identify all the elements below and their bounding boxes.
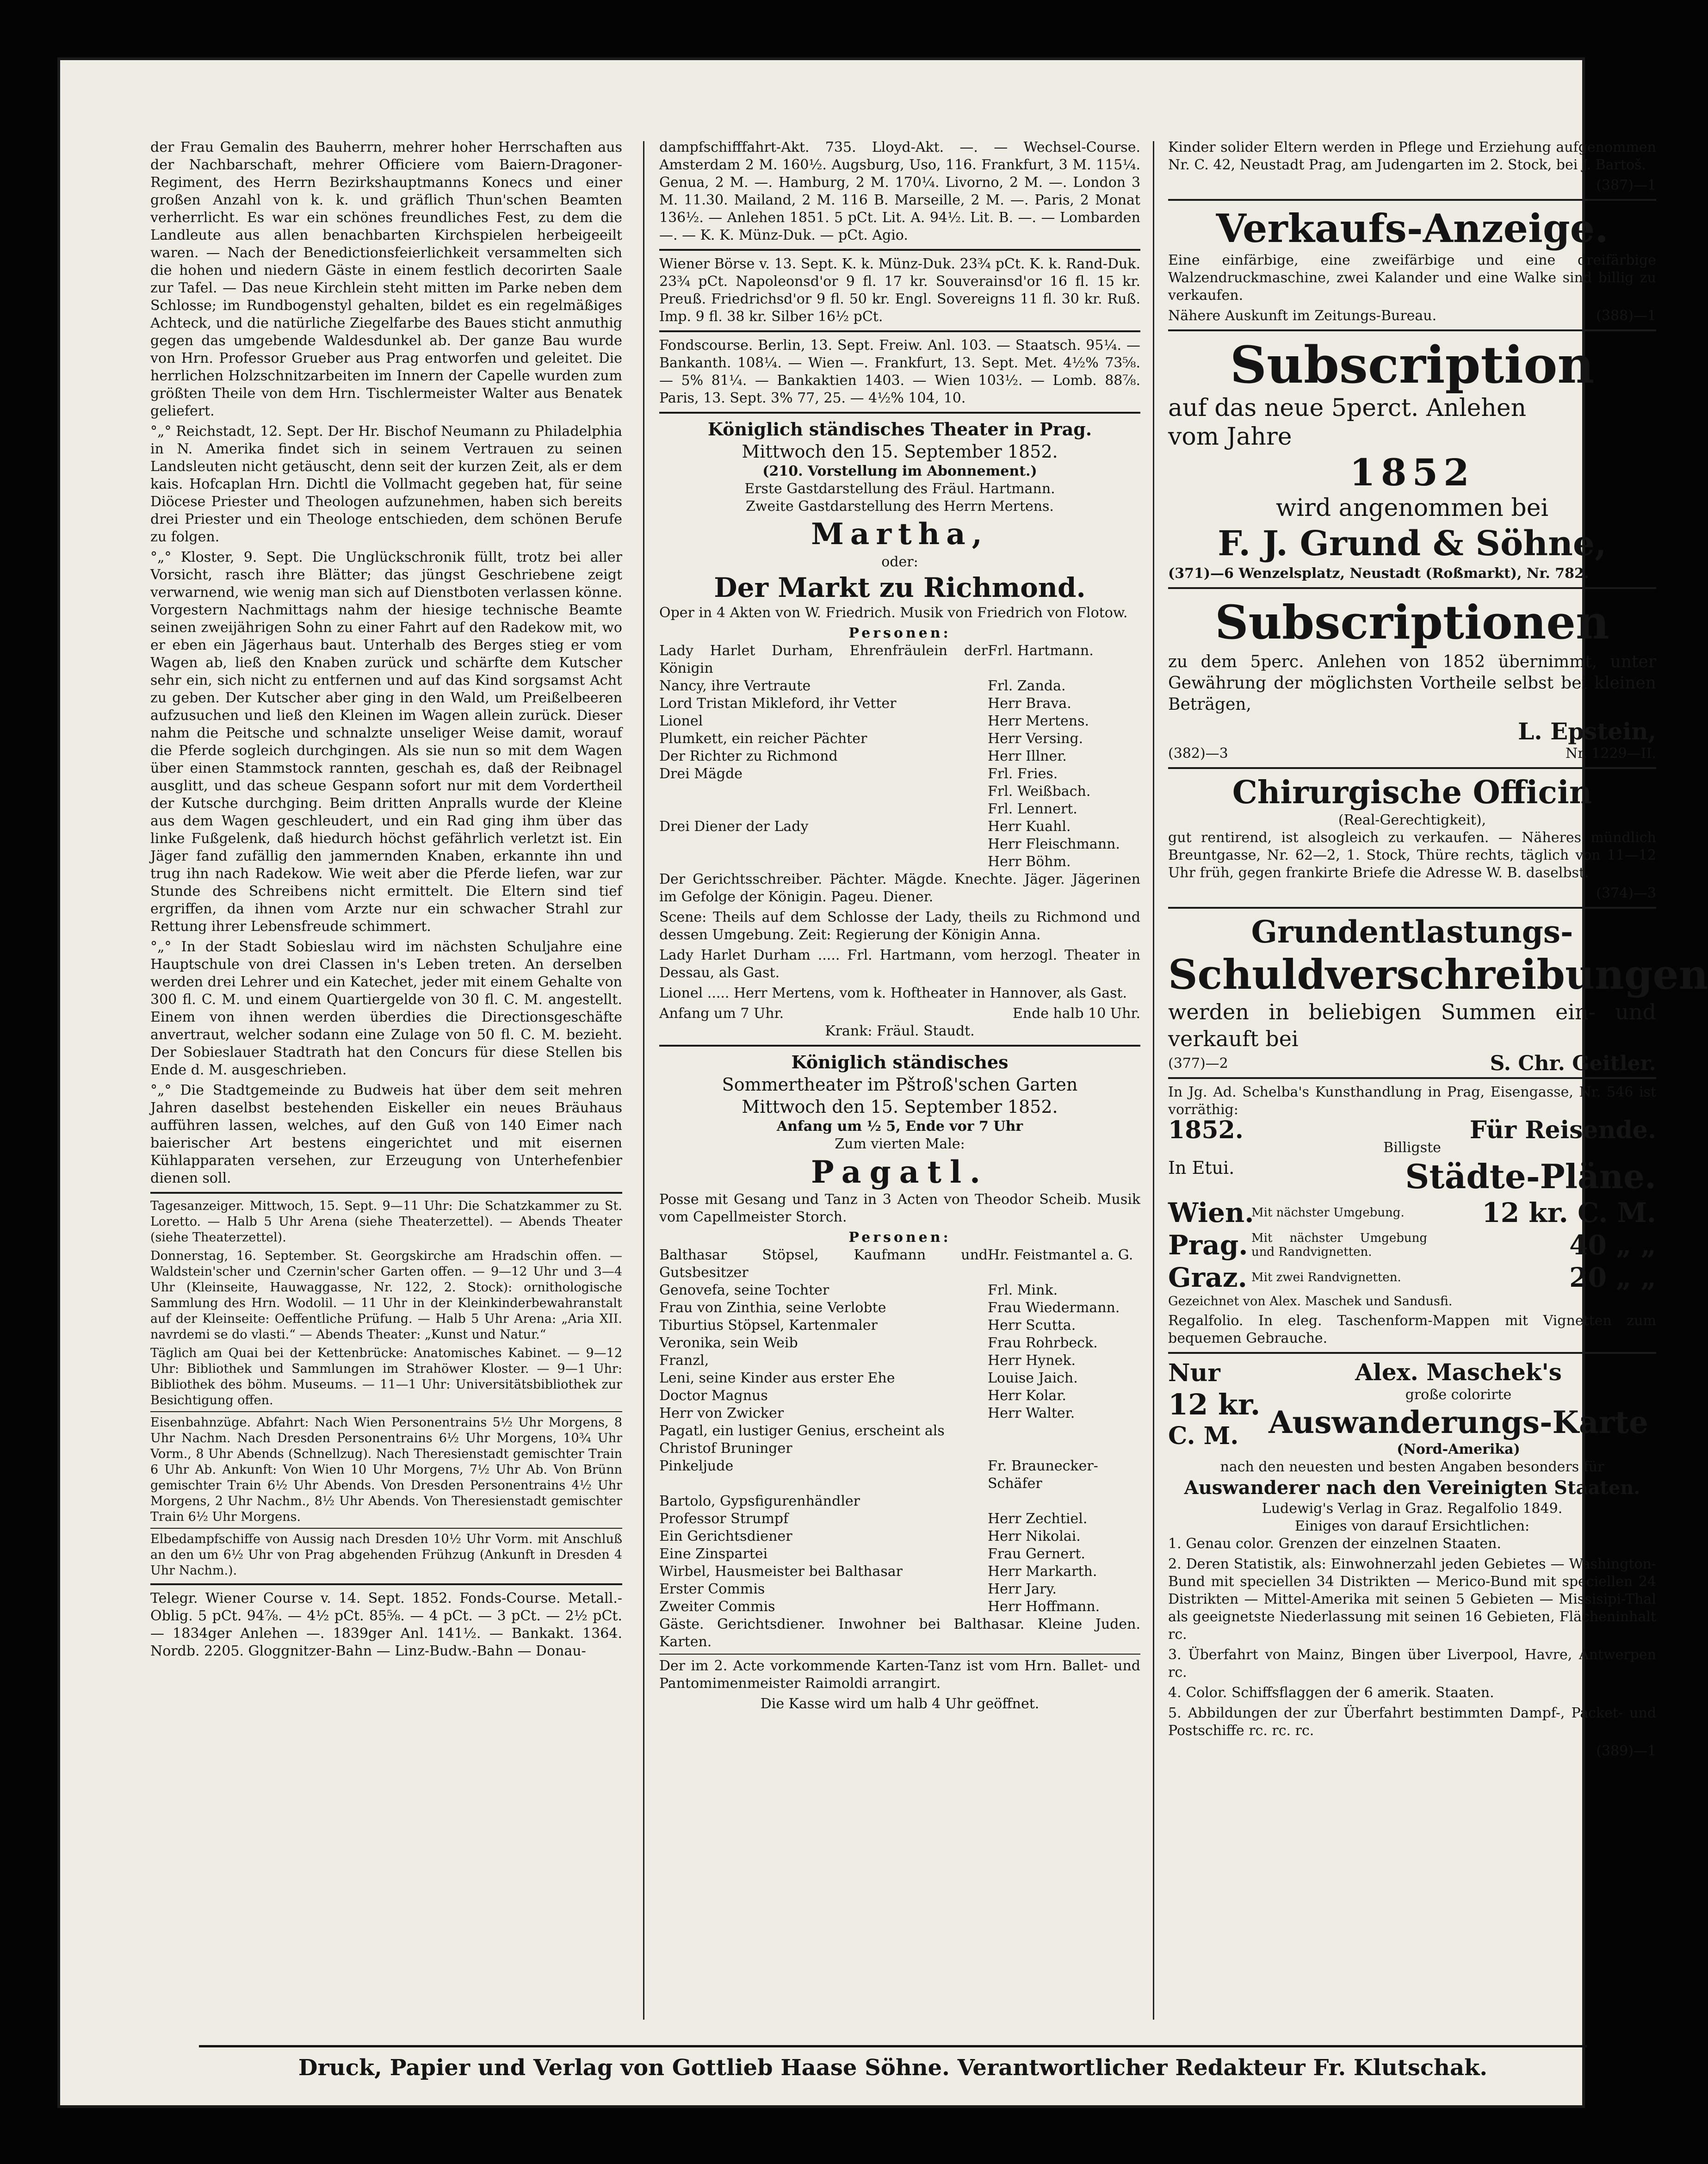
role-name (659, 836, 988, 853)
actor-name (988, 1440, 1140, 1457)
maschek-label: Alex. Maschek's (1355, 1358, 1562, 1386)
krank-line: Krank: Fräul. Staudt. (825, 1023, 975, 1039)
actor-name: Herr Brava. (988, 695, 1071, 712)
actor-name (988, 1422, 1140, 1440)
posse-credits: Posse mit Gesang und Tanz in 3 Acten von Theodor Scheib. Musik vom Capellmeister Storch. (659, 1191, 1140, 1225)
cm-label: C. M. (1168, 1422, 1239, 1450)
plan-row (1168, 1229, 1656, 1261)
actor-name: Frl. Hartmann. (988, 643, 1094, 659)
colorirte-label: große colorirte (1405, 1387, 1512, 1403)
reisende-label: Für Reisende. (1469, 1116, 1656, 1144)
role-name: Erster Commis (659, 1581, 765, 1597)
grund-text: werden in beliebigen Summen ein- und verkauft bei (1168, 999, 1656, 1051)
actor-name: Herr Mertens. (988, 713, 1089, 729)
actor-name: Frau Rohrbeck. (988, 1335, 1098, 1351)
role-name: Herr von Zwicker (659, 1405, 784, 1421)
ad-number: (377)—2 (1168, 1055, 1228, 1072)
cast-row (659, 1440, 1140, 1457)
actor-name (988, 1493, 1140, 1510)
cast-row (659, 1405, 1140, 1422)
gast-detail: Lionel ..... Herr Mertens, vom k. Hoftheater in Hannover, als Gast. (659, 985, 1127, 1001)
plan-description: Mit zwei Randvignetten. (1251, 1271, 1401, 1284)
role-name: Doctor Magnus (659, 1388, 768, 1404)
cast-list-2 (659, 1246, 1140, 1616)
article-paragraph: der Frau Gemalin des Bauherrn, mehrer hoher Herrschaften aus der Nachbarschaft, mehrer Officiere vom Baiern-Dragoner-Regiment, des Herrn Bezirkshauptmanns Konecs und einer großen Anzahl von k. k. und gräflich Thun'schen Beamten verherrlicht. Es war ein schönes freundliches Fest, zu dem die Landleute aus allen benachbarten Kirchspielen herbeigeeilt waren. — Nach der Benedictionsfeierlichkeit versammelten sich die hohen und niedern Gäste in einem festlich decorirten Saale zur Tafel. — Das neue Kirchlein steht mitten im Parke neben dem Schlosse; im Rundbogenstyl gehalten, bildet es ein regelmäßiges Achteck, und die natürliche Ziegelfarbe des Baues sticht anmuthig gegen das umgebende Waldesdunkel ab. Der ganze Bau wurde von Hrn. Professor Grueber aus Prag entworfen und geleitet. Die herrlichen Holzschnitzarbeiten im Innern der Capelle wurden zum größten Theile von dem Hrn. Tischlermeister Walter aus Benatek geliefert. (150, 139, 622, 419)
divider (1168, 587, 1656, 589)
role-name (659, 783, 988, 800)
telegr-course: Telegr. Wiener Course v. 14. Sept. 1852. Fonds-Course. Metall.-Oblig. 5 pCt. 94⅞. — 4½ pCt. 85⅝. — 4 pCt. — 3 pCt. — 2½ pCt. — 1834ger Anlehen —. 1839ger Anl. 141½. — Bankakt. 1364. Nordb. 2205. Gloggnitzer-Bahn — Linz-Budw.-Bahn — Donau- (150, 1590, 622, 1659)
cast-row (659, 1334, 1140, 1352)
cast-row (659, 818, 1140, 836)
auswander-list (1168, 1535, 1656, 1740)
actor-name: Herr Fleischmann. (988, 836, 1120, 852)
cast-row (659, 1317, 1140, 1334)
plan-price: 40 „ „ (1569, 1229, 1656, 1261)
list-item: 4. Color. Schiffsflaggen der 6 amerik. Staaten. (1168, 1685, 1494, 1701)
pagatl-title: Pagatl. (811, 1154, 989, 1190)
actor-name: Herr Zechtiel. (988, 1511, 1088, 1527)
role-name: Professor Strumpf (659, 1511, 789, 1527)
chirurgische-sub: (Real-Gerechtigkeit), (1338, 812, 1486, 828)
divider (1168, 329, 1656, 331)
verkauf-note: Nähere Auskunft im Zeitungs-Bureau. (1168, 308, 1437, 324)
einiges-line: Einiges von darauf Ersichtlichen: (1294, 1518, 1530, 1534)
role-name: Pagatl, ein lustiger Genius, erscheint als (659, 1423, 945, 1439)
subscription-line: wird angenommen bei (1275, 494, 1549, 522)
actor-name: Herr Hynek. (988, 1352, 1076, 1369)
plan-city: Prag. (1168, 1229, 1248, 1261)
role-name: Christof Bruninger (659, 1440, 792, 1457)
personen-heading: Personen: (848, 625, 951, 641)
staedte-plaene: Städte-Pläne. (1405, 1157, 1656, 1196)
role-name: Balthasar Stöpsel, Kaufmann und Gutsbesitzer (659, 1247, 988, 1281)
divider (1168, 767, 1656, 769)
actor-name: Herr Scutta. (988, 1317, 1076, 1333)
cast-row (659, 1352, 1140, 1370)
article-reichstadt: °„° Reichstadt, 12. Sept. Der Hr. Bischof Neumann zu Philadelphia in N. Amerika findet sich in seinem Vertrauen zu seinen Landsleuten nicht getäuscht, denn seit der kurzen Zeit, als er dem kais. Hofcaplan Hrn. Dichtl die Vollmacht gegeben hat, für seine Diöcese Priester und Theologen aufzunehmen, haben sich bereits drei Priester und ein Theologe entschieden, dem schönen Berufe zu folgen. (150, 423, 622, 545)
kasse-line: Die Kasse wird um halb 4 Uhr geöffnet. (760, 1696, 1040, 1712)
role-name: Ein Gerichtsdiener (659, 1528, 792, 1544)
role-name: Lionel (659, 713, 703, 729)
etui-label: In Etui. (1168, 1158, 1235, 1178)
cast-row (659, 642, 1140, 677)
opera-title: Martha, (811, 517, 989, 552)
ad-number: (387)—1 (1596, 177, 1656, 193)
actor-name: Frau Gernert. (988, 1546, 1085, 1562)
cast-row (659, 1545, 1140, 1563)
role-name (659, 853, 988, 871)
ad-number: (382)—3 (1168, 745, 1228, 762)
sommer-date: Mittwoch den 15. September 1852. (742, 1097, 1058, 1117)
actor-name: Louise Jaich. (988, 1370, 1078, 1386)
chor-line: Der Gerichtsschreiber. Pächter. Mägde. Knechte. Jäger. Jägerinen im Gefolge der Königin. Pageu. Diener. (659, 871, 1140, 905)
price-block (1168, 1358, 1261, 1458)
subscriptionen-text: zu dem 5perc. Anlehen von 1852 übernimmt, unter Gewährung der möglichsten Vortheile selbst bei kleinen Beträgen, (1168, 652, 1656, 714)
cast-row (659, 730, 1140, 748)
tanz-line: Der im 2. Acte vorkommende Karten-Tanz ist vom Hrn. Ballet- und Pantomimenmeister Raimoldi arrangirt. (659, 1658, 1140, 1692)
role-name: Plumkett, ein reicher Pächter (659, 731, 867, 747)
list-item: 5. Abbildungen der zur Überfahrt bestimmten Dampf-, Packet- und Postschiffe rc. rc. rc. (1168, 1705, 1656, 1739)
theater-heading: Königlich ständisches Theater in Prag. (707, 419, 1092, 440)
gezeichnet-line: Gezeichnet von Alex. Maschek und Sandusfi. (1168, 1294, 1453, 1308)
anfang-time: Anfang um 7 Uhr. (659, 1005, 784, 1022)
cast-row (659, 748, 1140, 765)
cast-row (659, 1299, 1140, 1317)
donnerstag-listing: Donnerstag, 16. September. St. Georgskirche am Hradschin offen. — Waldstein'scher und Czernin'scher Garten offen. — 9—12 Uhr und 3—4 Uhr (Kleinseite, Hauwaggasse, Nr. 122, 2. Stock): ornithologische Sammlung des Hrn. Wodolil. — 11 Uhr in der Kleinkinderbewahranstalt auf der Kleinseite: Oeffentliche Prüfung. — Halb 5 Uhr Arena: „Aria XII. navrdemi se do vlasti.“ — Abends Theater: „Kunst und Natur.“ (150, 1249, 622, 1342)
sommer-first: Zum vierten Male: (835, 1136, 965, 1152)
nur-label: Nur (1168, 1359, 1220, 1387)
role-name: Drei Diener der Lady (659, 818, 809, 835)
eisenbahn-listing: Eisenbahnzüge. Abfahrt: Nach Wien Personentrains 5½ Uhr Morgens, 8 Uhr Nachm. Nach Dresden Personentrains 6½ Uhr Morgens, 10¾ Uhr Vorm., 8 Uhr Abends (Schnellzug). Nach Theresienstadt gemischter Train 6 Uhr Ab. Ankunft: Von Wien 10 Uhr Morgens, 7½ Uhr Ab. Von Brünn gemischter Train 6½ Uhr Abends. Von Dresden Personentrains 4½ Uhr Morgens, 2 Uhr Nachm., 8½ Uhr Abends. Von Theresienstadt gemischter Train 6½ Uhr Morgens. (150, 1415, 622, 1524)
cast-row (659, 1387, 1140, 1405)
list-item: 2. Deren Statistik, als: Einwohnerzahl jeden Gebietes — Washington-Bund mit speciellen 34 Distrikten — Merico-Bund mit speciellen 24 Distrikten — Mittel-Amerika mit seinen 5 Gebieten — Missisipi-Thal als geeignetste Niederlassung mit seinen 16 Gebieten, Flächeninhalt rc. (1168, 1556, 1656, 1643)
plan-row (1168, 1197, 1656, 1229)
actor-name: Frl. Fries. (988, 766, 1058, 782)
actor-name: Herr Jary. (988, 1581, 1057, 1597)
grund-firm: S. Chr. Geitler. (1490, 1052, 1656, 1075)
ludewig-line: Ludewig's Verlag in Graz. Regalfolio 1849. (1262, 1501, 1563, 1517)
actor-name: Herr Versing. (988, 731, 1083, 747)
nordamerika-label: (Nord-Amerika) (1397, 1441, 1520, 1457)
role-name (659, 800, 988, 818)
grund-heading-2: Schuldverschreibungen (1168, 950, 1708, 998)
ad-number: (374)—3 (1596, 885, 1656, 901)
cast-row (659, 783, 1140, 800)
role-name: Lady Harlet Durham, Ehrenfräulein der Königin (659, 643, 988, 676)
role-name: Drei Mägde (659, 766, 743, 782)
actor-name: Herr Kuahl. (988, 818, 1071, 835)
billigste-label: Billigste (1383, 1140, 1441, 1156)
newspaper-page (60, 60, 1708, 2105)
subscription-heading: Subscription (1230, 335, 1595, 395)
cast-row (659, 695, 1140, 713)
taeglich-listing: Täglich am Quai bei der Kettenbrücke: Anatomisches Kabinet. — 9—12 Uhr: Bibliothek und Sammlungen im Strahöwer Kloster. — 9—1 Uhr: Bibliothek des böhm. Museums. — 11—1 Uhr: Universitätsbibliothek zur Besichtigung offen. (150, 1346, 622, 1408)
subscription-firm: F. J. Grund & Söhne, (1218, 524, 1607, 564)
divider (150, 1583, 622, 1585)
verkauf-footer (1168, 307, 1656, 325)
cast-row (659, 713, 1140, 730)
imprint-footer: Druck, Papier und Verlag von Gottlieb Haase Söhne. Verantwortlicher Redakteur Fr. Klutschak. (199, 2045, 1587, 2082)
list-item: 1. Genau color. Grenzen der einzelnen Staaten. (1168, 1536, 1502, 1552)
role-name: Bartolo, Gypsfigurenhändler (659, 1493, 860, 1509)
list-item: 3. Überfahrt von Mainz, Bingen über Liverpool, Havre, Antwerpen rc. (1168, 1647, 1656, 1680)
column-1 (150, 139, 622, 1663)
theater-abonnement: (210. Vorstellung im Abonnement.) (762, 463, 1037, 479)
year-label: 1852. (1168, 1116, 1244, 1144)
wechsel-course: dampfschifffahrt-Akt. 735. Lloyd-Akt. —. — Wechsel-Course. Amsterdam 2 M. 160½. Augsburg, Uso, 116. Frankfurt, 3 M. 115¼. Genua, 2 M. —. Hamburg, 2 M. 170¼. Livorno, 2 M. —. London 3 M. 11.30. Mailand, 2 M. 116 B. Marseille, 2 M. —. Paris, 2 Monat 136½. — Anlehen 1851. 5 pCt. Lit. A. 94½. Lit. B. —. — Lombarden —. — K. K. Münz-Duk. — pCt. Agio. (659, 139, 1140, 243)
divider (1168, 1352, 1656, 1354)
role-name: Lord Tristan Mikleford, ihr Vetter (659, 695, 897, 712)
sommer-time: Anfang um ½ 5, Ende vor 7 Uhr (776, 1118, 1023, 1135)
subscriptionen-footer (1168, 745, 1656, 763)
elbe-listing: Elbedampfschiffe von Aussig nach Dresden 10½ Uhr Vorm. mit Anschluß an den um 6½ Uhr von Prag abgehenden Frühzug (Ankunft in Dresden 4 Uhr Nachm.). (150, 1532, 622, 1578)
theater-date: Mittwoch den 15. September 1852. (742, 441, 1058, 462)
cast-row (659, 677, 1140, 695)
subscription-address: (371)—6 Wenzelsplatz, Neustadt (Roßmarkt), Nr. 782. (1168, 565, 1589, 582)
role-name: Wirbel, Hausmeister bei Balthasar (659, 1563, 903, 1580)
subscriptionen-firm: L. Epstein, (1518, 718, 1656, 745)
time-row (659, 1005, 1140, 1023)
cast-row (659, 1370, 1140, 1387)
plan-description: Mit nächster Umgebung und Randvignetten. (1251, 1231, 1427, 1259)
article-kloster: °„° Kloster, 9. Sept. Die Unglückschronik füllt, trotz bei aller Vorsicht, rasch ihre Blätter; das jüngst Geschriebene zeigt verwarnend, wie wenig man sich auf Dienstboten verlassen könne. Vorgestern Nachmittags nahm der hiesige technische Beamte seinen zweijährigen Sohn zu einer Fahrt auf den Radekow mit, wo er eben ein Jägerhaus baut. Unterhalb des Berges stieg er vom Wagen ab, ließ den Knaben zurück und schärfte dem Kutscher sehr ein, sich nicht zu entfernen und auf das Kind sorgsamst Acht zu geben. Der Kutscher aber ging in den Wald, um Preißelbeeren aufzusuchen und ließ den Kleinen im Wagen allein zurück. Dieser nahm die Peitsche und schnalzte unseliger Weise damit, worauf die Pferde sogleich durchgingen. Als sie nun so mit dem Wagen über einen Stammstock rannten, geschah es, daß der Reibnagel ausglitt, und das scheue Gespann sofort nur mit dem Vordertheil der Kutsche durchging. Beim dritten Anpralls wurde der Kleine aus dem Wagen geschleudert, und ein Rad ging ihm über das linke Fußgelenk, daß hiedurch höchst gefährlich verletzt ist. Ein Jäger fand zufällig den jammernden Knaben, erkannte ihn und trug ihn nach Radekow. Wie weit aber die Pferde liefen, war zur Stunde des Schreibens nicht ermittelt. Die Eltern sind tief ergriffen, da ihnen vom Arzte nur ein schwacher Strahl zur Rettung ihrer Lebensfreude schimmert. (150, 549, 622, 935)
divider (1168, 1077, 1656, 1079)
auswander-ad (1168, 1358, 1656, 1458)
oder-label: oder: (881, 554, 918, 570)
actor-name: Herr Illner. (988, 748, 1067, 764)
auswander-title: Auswanderungs-Karte (1269, 1404, 1648, 1440)
gast-detail: Lady Harlet Durham ..... Frl. Hartmann, vom herzogl. Theater in Dessau, als Gast. (659, 947, 1140, 981)
opera-subtitle: Der Markt zu Richmond. (714, 572, 1086, 603)
column-3 (1168, 139, 1708, 1760)
cast-row (659, 1422, 1140, 1440)
plan-price: 20 „ „ (1569, 1262, 1656, 1293)
tagesanzeiger: Tagesanzeiger. Mittwoch, 15. Sept. 9—11 Uhr: Die Schatzkammer zu St. Loretto. — Halb 5 Uhr Arena (siehe Theaterzettel). — Abends Theater (siehe Theaterzettel). (150, 1199, 622, 1245)
subscription-year: 1852 (1349, 451, 1475, 494)
actor-name: Frau Wiedermann. (988, 1300, 1120, 1316)
gaeste-line: Gäste. Gerichtsdiener. Inwohner bei Balthasar. Kleine Juden. Karten. (659, 1616, 1140, 1650)
role-name: Pinkeljude (659, 1458, 734, 1474)
plan-list (1168, 1197, 1656, 1294)
sommer-heading: Königlich ständisches (791, 1052, 1009, 1073)
subscriptionen-heading: Subscriptionen (1215, 595, 1609, 650)
cast-row (659, 1457, 1140, 1493)
divider (150, 1528, 622, 1529)
personen-heading-2: Personen: (848, 1229, 951, 1246)
divider (150, 1411, 622, 1412)
role-name: Der Richter zu Richmond (659, 748, 838, 764)
cast-row (659, 1598, 1140, 1616)
role-name: Genovefa, seine Tochter (659, 1282, 829, 1298)
actor-name: Hr. Feistmantel a. G. (988, 1247, 1133, 1263)
divider (659, 330, 1140, 332)
role-name: Zweiter Commis (659, 1599, 775, 1615)
cast-row (659, 1493, 1140, 1510)
grund-heading: Grundentlastungs- (1251, 914, 1573, 950)
cast-row (659, 1282, 1140, 1299)
chirurgische-heading: Chirurgische Officin (1232, 774, 1592, 811)
regal-line: Regalfolio. In eleg. Taschenform-Mappen mit Vignetten zum bequemen Gebrauche. (1168, 1313, 1656, 1346)
grund-footer (1168, 1052, 1656, 1075)
price-value: 12 kr. (1168, 1388, 1261, 1421)
actor-name: Frl. Weißbach. (988, 783, 1091, 800)
article-budweis: °„° Die Stadtgemeinde zu Budweis hat über dem seit mehren Jahren daselbst bestehenden Eiskeller ein neues Bräuhaus aufführen lassen, welches, auf den Guß von 140 Eimer nach baierischer Art bestens eingerichtet und mit eisernen Kühlapparaten versehen, zur Erzeugung von Unterhefenbier dienen soll. (150, 1082, 622, 1186)
column-2 (659, 139, 1140, 1713)
plan-row (1168, 1261, 1656, 1294)
actor-name: Herr Böhm. (988, 854, 1071, 870)
cast-row (659, 1528, 1140, 1545)
role-name: Leni, seine Kinder aus erster Ehe (659, 1370, 895, 1386)
staedte-row (1168, 1157, 1656, 1197)
cast-row (659, 765, 1140, 783)
verkauf-heading: Verkaufs-Anzeige. (1216, 205, 1609, 251)
role-name: Eine Zinspartei (659, 1546, 768, 1562)
subscription-line: auf das neue 5perct. Anlehen (1168, 394, 1527, 422)
cast-row (659, 1246, 1140, 1282)
actor-name: Fr. Braunecker-Schäfer (988, 1458, 1098, 1492)
plan-city: Graz. (1168, 1262, 1247, 1293)
actor-name: Herr Kolar. (988, 1388, 1066, 1404)
role-name: Veronika, sein Weib (659, 1335, 798, 1351)
plan-description: Mit nächster Umgebung. (1251, 1206, 1405, 1220)
sommer-heading-2: Sommertheater im Pštroß'schen Garten (722, 1074, 1078, 1095)
schelba-line: In Jg. Ad. Schelba's Kunsthandlung in Prag, Eisengasse, Nr. 546 ist vorräthig: (1168, 1084, 1656, 1118)
divider (1168, 199, 1656, 201)
reisende-row (1168, 1116, 1656, 1144)
actor-name: Frl. Zanda. (988, 678, 1066, 694)
actor-name: Herr Walter. (988, 1405, 1075, 1421)
divider (659, 1654, 1140, 1655)
scene-line: Scene: Theils auf dem Schlosse der Lady, theils zu Richmond und dessen Umgebung. Zeit: Regierung der Königin Anna. (659, 909, 1140, 943)
ende-time: Ende halb 10 Uhr. (1012, 1005, 1140, 1022)
article-sobieslau: °„° In der Stadt Sobieslau wird im nächsten Schuljahre eine Hauptschule von drei Classen in's Leben treten. An derselben werden drei Lehrer und ein Katechet, jeder mit einem Gehalte von 300 fl. C. M. und einem Quartiergelde von 30 fl. C. M. angestellt. Einem von ihnen werden überdies die Directionsgeschäfte anvertraut, welcher sodann eine Zulage von 50 fl. C. M. bezieht. Der Sobieslauer Stadtrath hat den Concurs für diese Stellen bis Ende d. M. ausgeschrieben. (150, 939, 622, 1078)
auswander-title-block (1261, 1358, 1656, 1458)
role-name: Frau von Zinthia, seine Verlobte (659, 1300, 886, 1316)
plan-price: 12 kr. C. M. (1482, 1197, 1656, 1228)
gast-line: Zweite Gastdarstellung des Herrn Mertens. (746, 498, 1054, 515)
role-name: Franzl, (659, 1352, 709, 1369)
wiener-boerse: Wiener Börse v. 13. Sept. K. k. Münz-Duk. 23¾ pCt. K. k. Rand-Duk. 23¾ pCt. Napoleonsd'or 9 fl. 17 kr. Souverainsd'or 16 fl. 15 kr. Preuß. Friedrichsd'or 9 fl. 50 kr. Engl. Sovereigns 11 fl. 30 kr. Ruß. Imp. 9 fl. 38 kr. Silber 16½ pCt. (659, 256, 1140, 325)
fondscourse: Fondscourse. Berlin, 13. Sept. Freiw. Anl. 103. — Staatsch. 95¼. — Bankanth. 108¼. — Wien —. Frankfurt, 13. Sept. Met. 4½% 73⅝. — 5% 81¼. — Bankaktien 1403. — Wien 103½. — Lomb. 88⅞. Paris, 13. Sept. 3% 77, 25. — 4½% 104, 10. (659, 337, 1140, 406)
cast-row (659, 1581, 1140, 1598)
divider (1168, 907, 1656, 909)
kinder-ad: Kinder solider Eltern werden in Pflege und Erziehung aufgenommen Nr. C. 42, Neustadt Prag, am Judengarten im 2. Stock, bei J. Bartoš. (1168, 139, 1656, 173)
subscription-line: vom Jahre (1168, 423, 1292, 451)
gast-line: Erste Gastdarstellung des Fräul. Hartmann. (744, 481, 1055, 497)
actor-name: Frl. Lennert. (988, 801, 1077, 817)
subscriptionen-address: Nr. 1229—II. (1566, 745, 1656, 762)
actor-name: Herr Markarth. (988, 1563, 1097, 1580)
cast-row (659, 1563, 1140, 1581)
cast-row (659, 800, 1140, 818)
verkauf-text: Eine einfärbige, eine zweifärbige und eine dreifärbige Walzendruckmaschine, zwei Kalander und eine Walke sind billig zu verkaufen. (1168, 252, 1656, 304)
divider (150, 1192, 622, 1194)
divider (659, 412, 1140, 414)
actor-name: Herr Hoffmann. (988, 1599, 1100, 1615)
angaben-line: nach den neuesten und besten Angaben besonders für (1220, 1459, 1604, 1475)
opera-credits: Oper in 4 Akten von W. Friedrich. Musik von Friedrich von Flotow. (659, 605, 1128, 621)
divider (659, 1045, 1140, 1047)
actor-name: Herr Nikolai. (988, 1528, 1081, 1544)
role-name: Nancy, ihre Vertraute (659, 678, 811, 694)
column-rule (1153, 141, 1154, 2020)
divider (659, 249, 1140, 251)
auswanderer-line: Auswanderer nach den Vereinigten Staaten. (1184, 1477, 1640, 1499)
cast-row (659, 1510, 1140, 1528)
ad-number: (388)—1 (1596, 308, 1656, 324)
cast-list (659, 642, 1140, 871)
chirurgische-text: gut rentirend, ist alsogleich zu verkaufen. — Näheres mündlich Breuntgasse, Nr. 62—2, 1. Stock, Thüre rechts, täglich von 11—12 Uhr früh, gegen frankirte Briefe die Adresse W. B. daselbst. (1168, 830, 1656, 881)
actor-name: Frl. Mink. (988, 1282, 1058, 1298)
cast-row (659, 853, 1140, 871)
plan-city: Wien. (1168, 1197, 1254, 1228)
role-name: Tiburtius Stöpsel, Kartenmaler (659, 1317, 878, 1333)
column-rule (643, 141, 644, 2020)
cast-row (659, 836, 1140, 853)
ad-number: (389)—1 (1596, 1743, 1656, 1759)
